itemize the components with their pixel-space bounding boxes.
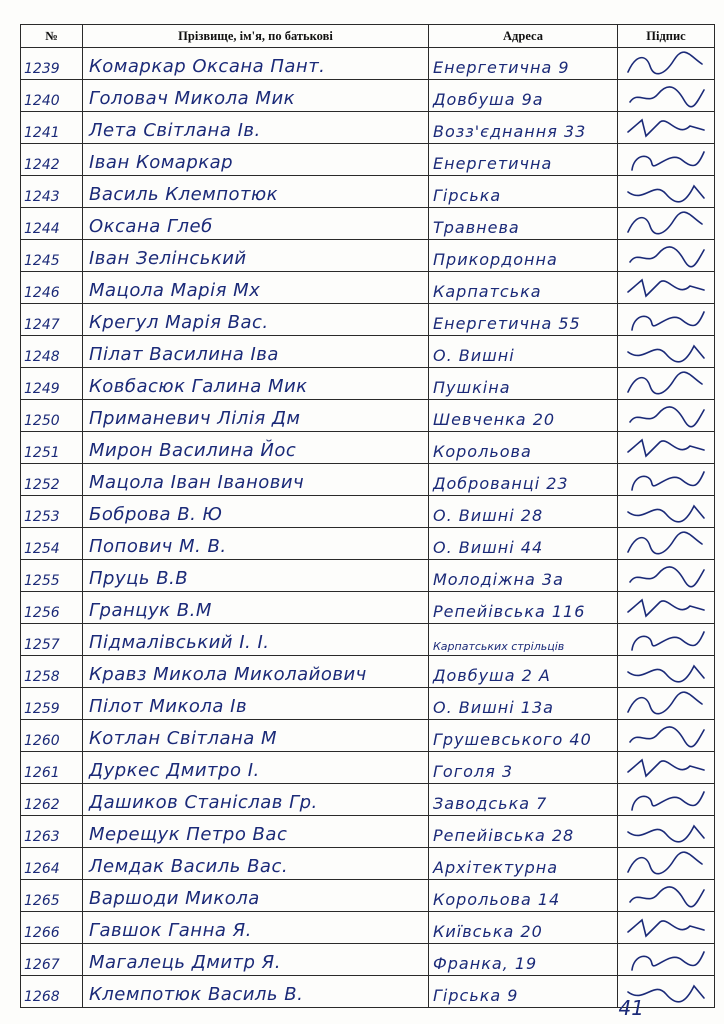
address: Грушевського 40	[433, 730, 592, 749]
row-number-cell	[21, 816, 83, 848]
row-number-cell	[21, 944, 83, 976]
full-name: Ковбасюк Галина Мик	[89, 376, 308, 397]
full-name-cell	[83, 176, 429, 208]
address-cell	[429, 912, 618, 944]
row-number: 1257	[24, 637, 60, 653]
row-number: 1256	[24, 605, 60, 621]
handwritten-signature	[624, 370, 708, 398]
address-cell	[429, 720, 618, 752]
signature-cell	[618, 848, 715, 880]
address: Довбуша 9а	[433, 90, 544, 109]
row-number-cell	[21, 240, 83, 272]
handwritten-signature	[624, 82, 708, 110]
row-number-cell	[21, 304, 83, 336]
address-cell	[429, 48, 618, 80]
address: Франка, 19	[433, 954, 538, 973]
full-name-cell	[83, 368, 429, 400]
address-cell	[429, 944, 618, 976]
address-cell	[429, 208, 618, 240]
full-name-cell	[83, 944, 429, 976]
row-number-cell	[21, 592, 83, 624]
row-number: 1254	[24, 541, 60, 557]
row-number-cell	[21, 336, 83, 368]
row-number: 1268	[24, 989, 60, 1005]
row-number: 1241	[24, 125, 60, 141]
full-name-cell	[83, 912, 429, 944]
handwritten-signature	[624, 658, 708, 686]
handwritten-signature	[624, 594, 708, 622]
header-number: №	[21, 25, 83, 48]
handwritten-signature	[624, 946, 708, 974]
address: Заводська 7	[433, 794, 548, 813]
full-name: Мерещук Петро Вас	[89, 824, 288, 845]
signature-cell	[618, 400, 715, 432]
table-row	[21, 880, 715, 912]
handwritten-signature	[624, 306, 708, 334]
address-cell	[429, 80, 618, 112]
full-name-cell	[83, 336, 429, 368]
address-cell	[429, 528, 618, 560]
handwritten-signature	[624, 850, 708, 878]
table-row	[21, 80, 715, 112]
row-number: 1252	[24, 477, 60, 493]
row-number-cell	[21, 80, 83, 112]
address-cell	[429, 752, 618, 784]
address-cell	[429, 592, 618, 624]
signature-cell	[618, 240, 715, 272]
table-row	[21, 48, 715, 80]
address: Гірська 9	[433, 986, 519, 1005]
signature-cell	[618, 784, 715, 816]
handwritten-signature	[624, 210, 708, 238]
signature-cell	[618, 944, 715, 976]
row-number-cell	[21, 848, 83, 880]
full-name: Підмалівський І. І.	[89, 632, 270, 653]
handwritten-signature	[624, 626, 708, 654]
row-number-cell	[21, 784, 83, 816]
full-name: Оксана Глеб	[89, 216, 213, 237]
row-number: 1260	[24, 733, 60, 749]
signature-cell	[618, 80, 715, 112]
full-name-cell	[83, 656, 429, 688]
address-cell	[429, 848, 618, 880]
address-cell	[429, 560, 618, 592]
full-name-cell	[83, 848, 429, 880]
row-number: 1242	[24, 157, 60, 173]
full-name-cell	[83, 624, 429, 656]
table-row	[21, 304, 715, 336]
full-name: Магалець Дмитр Я.	[89, 952, 281, 973]
row-number-cell	[21, 912, 83, 944]
handwritten-signature	[624, 562, 708, 590]
handwritten-signature	[624, 178, 708, 206]
address: Київська 20	[433, 922, 543, 941]
signature-cell	[618, 880, 715, 912]
signature-cell	[618, 912, 715, 944]
signature-cell	[618, 656, 715, 688]
table-row	[21, 240, 715, 272]
handwritten-signature	[624, 786, 708, 814]
table-row	[21, 784, 715, 816]
row-number-cell	[21, 976, 83, 1008]
full-name: Дашиков Станіслав Гр.	[89, 792, 318, 813]
handwritten-signature	[624, 914, 708, 942]
row-number: 1239	[24, 61, 60, 77]
address-cell	[429, 144, 618, 176]
table-row	[21, 624, 715, 656]
address: Довбуша 2 А	[433, 666, 551, 685]
row-number-cell	[21, 272, 83, 304]
row-number-cell	[21, 720, 83, 752]
full-name-cell	[83, 48, 429, 80]
row-number: 1247	[24, 317, 60, 333]
row-number: 1248	[24, 349, 60, 365]
address: О. Вишні 44	[433, 538, 544, 557]
address-cell	[429, 240, 618, 272]
address-cell	[429, 176, 618, 208]
address-cell	[429, 816, 618, 848]
table-row	[21, 752, 715, 784]
row-number-cell	[21, 368, 83, 400]
address: О. Вишні 28	[433, 506, 544, 525]
handwritten-signature	[624, 530, 708, 558]
full-name-cell	[83, 688, 429, 720]
address: Енергетична	[433, 154, 553, 173]
full-name: Пілат Василина Іва	[89, 344, 279, 365]
handwritten-signature	[624, 434, 708, 462]
row-number: 1255	[24, 573, 60, 589]
full-name-cell	[83, 464, 429, 496]
full-name: Варшоди Микола	[89, 888, 260, 909]
full-name-cell	[83, 880, 429, 912]
full-name-cell	[83, 272, 429, 304]
row-number: 1253	[24, 509, 60, 525]
address-cell	[429, 464, 618, 496]
row-number-cell	[21, 688, 83, 720]
handwritten-signature	[624, 242, 708, 270]
page-number: 41	[618, 996, 644, 1020]
table-row	[21, 464, 715, 496]
address: Молодіжна 3а	[433, 570, 564, 589]
signature-cell	[618, 432, 715, 464]
address: Возз'єднання 33	[433, 122, 587, 141]
address-cell	[429, 336, 618, 368]
address: Прикордонна	[433, 250, 558, 269]
table-row	[21, 944, 715, 976]
row-number: 1244	[24, 221, 60, 237]
address: Репейівська 28	[433, 826, 575, 845]
signature-cell	[618, 176, 715, 208]
table-row	[21, 208, 715, 240]
handwritten-signature	[624, 498, 708, 526]
full-name-cell	[83, 144, 429, 176]
row-number-cell	[21, 880, 83, 912]
row-number: 1251	[24, 445, 60, 461]
table-row	[21, 816, 715, 848]
handwritten-signature	[624, 338, 708, 366]
address-cell	[429, 880, 618, 912]
signature-cell	[618, 496, 715, 528]
full-name-cell	[83, 720, 429, 752]
address-cell	[429, 784, 618, 816]
full-name: Попович М. В.	[89, 536, 227, 557]
full-name: Кравз Микола Миколайович	[89, 664, 367, 685]
address-cell	[429, 112, 618, 144]
row-number-cell	[21, 112, 83, 144]
address-cell	[429, 432, 618, 464]
table-row	[21, 400, 715, 432]
full-name: Лемдак Василь Вас.	[89, 856, 289, 877]
address: Енергетична 9	[433, 58, 570, 77]
address: Гірська	[433, 186, 502, 205]
signature-cell	[618, 112, 715, 144]
signature-cell	[618, 720, 715, 752]
row-number-cell	[21, 528, 83, 560]
full-name: Мирон Василина Йос	[89, 440, 297, 461]
row-number-cell	[21, 400, 83, 432]
row-number-cell	[21, 496, 83, 528]
signature-cell	[618, 528, 715, 560]
full-name: Боброва В. Ю	[89, 504, 223, 525]
row-number: 1264	[24, 861, 60, 877]
full-name-cell	[83, 112, 429, 144]
full-name-cell	[83, 560, 429, 592]
full-name-cell	[83, 496, 429, 528]
row-number-cell	[21, 624, 83, 656]
signature-cell	[618, 208, 715, 240]
row-number: 1266	[24, 925, 60, 941]
row-number-cell	[21, 432, 83, 464]
table-row	[21, 688, 715, 720]
signature-cell	[618, 816, 715, 848]
row-number: 1265	[24, 893, 60, 909]
signature-cell	[618, 368, 715, 400]
full-name: Приманевич Лілія Дм	[89, 408, 301, 429]
address: Карпатська	[433, 282, 542, 301]
row-number: 1263	[24, 829, 60, 845]
row-number-cell	[21, 560, 83, 592]
handwritten-signature	[624, 466, 708, 494]
table-row	[21, 336, 715, 368]
address-cell	[429, 656, 618, 688]
row-number-cell	[21, 208, 83, 240]
signature-table	[20, 24, 715, 1008]
signature-cell	[618, 48, 715, 80]
full-name: Комаркар Оксана Пант.	[89, 56, 326, 77]
address: Карпатських стрільців	[433, 640, 565, 653]
address-cell	[429, 400, 618, 432]
signature-cell	[618, 464, 715, 496]
header-full-name: Прізвище, ім'я, по батькові	[83, 25, 429, 48]
address-cell	[429, 272, 618, 304]
row-number-cell	[21, 752, 83, 784]
signature-cell	[618, 272, 715, 304]
full-name-cell	[83, 80, 429, 112]
row-number: 1245	[24, 253, 60, 269]
address-cell	[429, 368, 618, 400]
full-name: Крегул Марія Вас.	[89, 312, 269, 333]
address: Репейівська 116	[433, 602, 586, 621]
signature-cell	[618, 688, 715, 720]
table-row	[21, 112, 715, 144]
full-name-cell	[83, 528, 429, 560]
table-row	[21, 720, 715, 752]
handwritten-signature	[624, 754, 708, 782]
handwritten-signature	[624, 882, 708, 910]
handwritten-signature	[624, 722, 708, 750]
full-name-cell	[83, 208, 429, 240]
table-row	[21, 656, 715, 688]
row-number: 1261	[24, 765, 60, 781]
address-cell	[429, 688, 618, 720]
handwritten-signature	[624, 274, 708, 302]
row-number: 1240	[24, 93, 60, 109]
full-name: Василь Клемпотюк	[89, 184, 279, 205]
handwritten-signature	[624, 690, 708, 718]
full-name: Іван Зелінський	[89, 248, 247, 269]
full-name: Головач Микола Мик	[89, 88, 296, 109]
address: Пушкіна	[433, 378, 511, 397]
handwritten-signature	[624, 50, 708, 78]
row-number: 1246	[24, 285, 60, 301]
address: Шевченка 20	[433, 410, 556, 429]
full-name: Дуркес Дмитро І.	[89, 760, 260, 781]
full-name-cell	[83, 592, 429, 624]
address: О. Вишні	[433, 346, 515, 365]
address-cell	[429, 496, 618, 528]
table-row	[21, 592, 715, 624]
address: Травнева	[433, 218, 520, 237]
handwritten-signature	[624, 146, 708, 174]
row-number-cell	[21, 464, 83, 496]
full-name: Пілот Микола Ів	[89, 696, 248, 717]
table-row	[21, 848, 715, 880]
address-cell	[429, 304, 618, 336]
full-name-cell	[83, 432, 429, 464]
full-name-cell	[83, 240, 429, 272]
row-number-cell	[21, 144, 83, 176]
signature-cell	[618, 624, 715, 656]
table-header-row	[21, 25, 715, 48]
table-row	[21, 912, 715, 944]
table-row	[21, 368, 715, 400]
full-name: Котлан Світлана М	[89, 728, 278, 749]
address: Корольова 14	[433, 890, 561, 909]
full-name-cell	[83, 976, 429, 1008]
address: Енергетична 55	[433, 314, 581, 333]
row-number: 1258	[24, 669, 60, 685]
row-number: 1250	[24, 413, 60, 429]
row-number: 1259	[24, 701, 60, 717]
address: Доброванці 23	[433, 474, 569, 493]
full-name-cell	[83, 816, 429, 848]
full-name: Клемпотюк Василь В.	[89, 984, 304, 1005]
signature-cell	[618, 560, 715, 592]
full-name-cell	[83, 304, 429, 336]
full-name-cell	[83, 784, 429, 816]
header-signature: Підпис	[618, 25, 715, 48]
row-number: 1267	[24, 957, 60, 973]
address: Корольова	[433, 442, 532, 461]
handwritten-signature	[624, 114, 708, 142]
full-name-cell	[83, 752, 429, 784]
table-row	[21, 272, 715, 304]
address-cell	[429, 976, 618, 1008]
row-number: 1249	[24, 381, 60, 397]
signature-cell	[618, 592, 715, 624]
row-number: 1243	[24, 189, 60, 205]
row-number-cell	[21, 656, 83, 688]
row-number-cell	[21, 48, 83, 80]
handwritten-signature	[624, 818, 708, 846]
signature-cell	[618, 336, 715, 368]
signature-cell	[618, 144, 715, 176]
table-row	[21, 176, 715, 208]
full-name: Гавшок Ганна Я.	[89, 920, 252, 941]
table-row	[21, 496, 715, 528]
table-row	[21, 528, 715, 560]
address: Архітектурна	[433, 858, 559, 877]
address: Гоголя 3	[433, 762, 514, 781]
full-name: Гранцук В.М	[89, 600, 212, 621]
table-row	[21, 432, 715, 464]
handwritten-signature	[624, 402, 708, 430]
table-row	[21, 560, 715, 592]
address-cell	[429, 624, 618, 656]
address: О. Вишні 13а	[433, 698, 554, 717]
full-name-cell	[83, 400, 429, 432]
full-name: Мацола Іван Іванович	[89, 472, 305, 493]
full-name: Пруць В.В	[89, 568, 189, 589]
row-number: 1262	[24, 797, 60, 813]
signature-cell	[618, 752, 715, 784]
full-name: Лета Світлана Ів.	[89, 120, 261, 141]
full-name: Іван Комаркар	[89, 152, 234, 173]
row-number-cell	[21, 176, 83, 208]
full-name: Мацола Марія Мх	[89, 280, 261, 301]
table-row	[21, 144, 715, 176]
signature-cell	[618, 304, 715, 336]
table-row	[21, 976, 715, 1008]
header-address: Адреса	[429, 25, 618, 48]
